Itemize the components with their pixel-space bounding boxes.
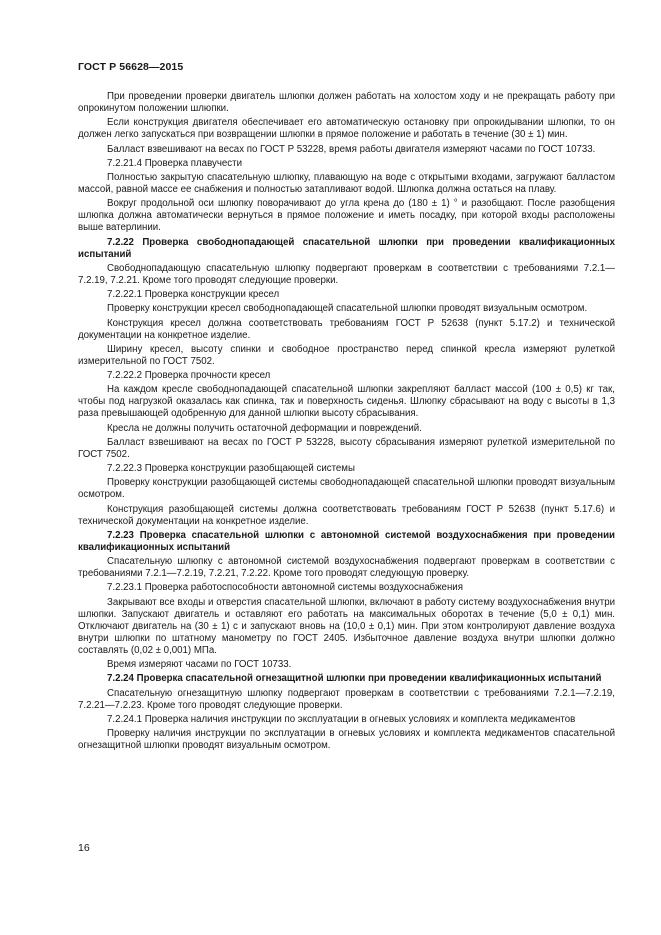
paragraph: Если конструкция двигателя обеспечивает его автоматическую остановку при опрокидывании шлюпки, то он должен легко запускаться при возвращении шлюпки в прямое положение и работать в течение (30 ± 1) мин.	[78, 117, 615, 141]
paragraph: Ширину кресел, высоту спинки и свободное пространство перед спинкой кресла измеряют рулеткой измерительной по ГОСТ 7502.	[78, 343, 615, 367]
section-heading: 7.2.22 Проверка свободнопадающей спасательной шлюпки при проведении квалификационных испытаний	[78, 236, 615, 260]
section-heading: 7.2.24 Проверка спасательной огнезащитной шлюпки при проведении квалификационных испытаний	[107, 673, 602, 685]
paragraph: Вокруг продольной оси шлюпку поворачивают до угла крена до (180 ± 1) ° и разобщают. После разобщения шлюпка должна автоматически вернуться в прямое положение и иметь посадку, при которой входы расположены выше ватерлинии.	[78, 198, 615, 234]
paragraph: 7.2.22.2 Проверка прочности кресел	[107, 370, 271, 382]
paragraph: 7.2.24.1 Проверка наличия инструкции по эксплуатации в огневых условиях и комплекта медикаментов	[107, 713, 576, 725]
paragraph: Конструкция разобщающей системы должна соответствовать требованиям ГОСТ Р 52638 (пункт 5.17.6) и технической документации на конкретное изделие.	[78, 503, 615, 527]
paragraph: Проверку конструкции разобщающей системы свободнопадающей спасательной шлюпки проводят визуальным осмотром.	[78, 477, 615, 501]
paragraph: 7.2.23.1 Проверка работоспособности автономной системы воздухоснабжения	[107, 582, 463, 594]
paragraph: Балласт взвешивают на весах по ГОСТ Р 53228, время работы двигателя измеряют часами по ГОСТ 10733.	[107, 143, 596, 155]
paragraph: 7.2.22.3 Проверка конструкции разобщающей системы	[107, 463, 355, 475]
paragraph: Спасательную огнезащитную шлюпку подвергают проверкам в соответствии с требованиями 7.2.1—7.2.19, 7.2.21—7.2.23. Кроме того проводят следующие проверки.	[78, 687, 615, 711]
document-body	[78, 91, 615, 752]
standard-header: ГОСТ Р 56628—2015	[78, 61, 184, 73]
section-heading: 7.2.23 Проверка спасательной шлюпки с автономной системой воздухоснабжения при проведении квалификационных испытаний	[78, 529, 615, 553]
paragraph: 7.2.22.1 Проверка конструкции кресел	[107, 289, 280, 301]
paragraph: Полностью закрытую спасательную шлюпку, плавающую на воде с открытыми входами, загружают балластом массой, равной массе ее снабжения и полностью затапливают водой. Шлюпка должна остаться на плаву.	[78, 171, 615, 196]
paragraph: Балласт взвешивают на весах по ГОСТ Р 53228, высоту сбрасывания измеряют рулеткой измерительной по ГОСТ 7502.	[78, 436, 615, 460]
paragraph: Спасательную шлюпку с автономной системой воздухоснабжения подвергают проверкам в соответствии с требованиями 7.2.1—7.2.19, 7.2.21, 7.2.22. Кроме того проводят следующую проверку.	[78, 556, 615, 580]
paragraph: На каждом кресле свободнопадающей спасательной шлюпки закрепляют балласт массой (100 ± 0,5) кг так, чтобы под нагрузкой оказалась как спинка, так и поверхность сиденья. Шлюпку сбрасывают на воду с высоты в 1,3 раза превышающей одобренную для данной шлюпки высоту сбрасывания.	[78, 384, 615, 420]
paragraph: При проведении проверки двигатель шлюпки должен работать на холостом ходу и не прекращать работу при опрокинутом положении шлюпки.	[78, 91, 615, 115]
paragraph: Конструкция кресел должна соответствовать требованиям ГОСТ Р 52638 (пункт 5.17.2) и технической документации на конкретное изделие.	[78, 317, 615, 341]
page-number: 16	[78, 842, 90, 854]
paragraph: Время измеряют часами по ГОСТ 10733.	[107, 659, 292, 671]
paragraph: Кресла не должны получить остаточной деформации и повреждений.	[107, 422, 422, 434]
paragraph: Закрывают все входы и отверстия спасательной шлюпки, включают в работу систему воздухоснабжения внутри шлюпки. Запускают двигатель и оставляют его работать на максимальных оборотах в течение (5,0 ± 0,1) мин. Отключают двигатель на (30 ± 1) с и запускают вновь на (10,0 ± 0,1) мин. При этом контролируют давление воздуха внутри шлюпки по штатному манометру по ГОСТ 2405. Избыточное давление воздуха внутри шлюпки должно составлять (0,02 ± 0,001) МПа.	[78, 596, 615, 656]
paragraph: Проверку конструкции кресел свободнопадающей спасательной шлюпки проводят визуальным осмотром.	[107, 303, 588, 315]
paragraph: Проверку наличия инструкции по эксплуатации в огневых условиях и комплекта медикаментов спасательной огнезащитной шлюпки проводят визуальным осмотром.	[78, 728, 615, 752]
paragraph: Свободнопадающую спасательную шлюпку подвергают проверкам в соответствии с требованиями 7.2.1—7.2.19, 7.2.21. Кроме того проводят следующие проверки.	[78, 262, 615, 286]
paragraph: 7.2.21.4 Проверка плавучести	[107, 157, 242, 169]
